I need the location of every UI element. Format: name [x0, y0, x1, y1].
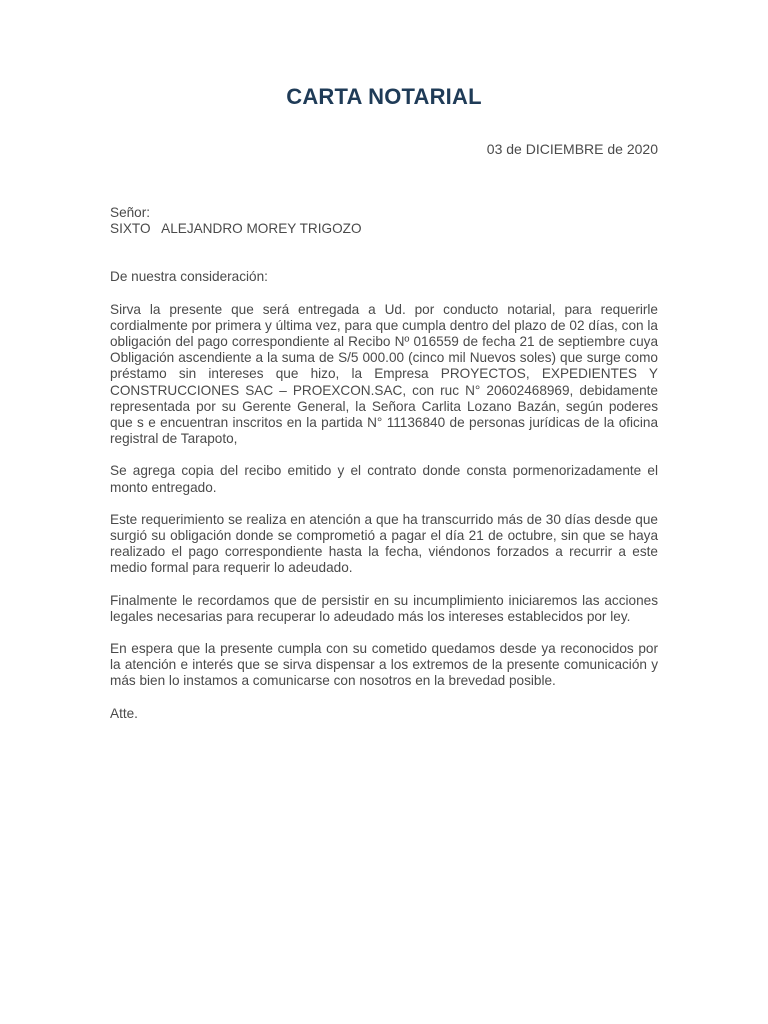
document-title: CARTA NOTARIAL [286, 84, 482, 109]
document-body [110, 205, 658, 722]
paragraph-request: Sirva la presente que será entregada a Ud. por conducto notarial, para requerirle cordialmente por primera y última vez, para que cumpla dentro del plazo de 02 días, con la obligación del pago correspondiente al Recibo Nº 016559 de fecha 21 de septiembre cuya Obligación ascendiente a la suma de S/5 000.00 (cinco mil Nuevos soles) que surge como préstamo sin intereses que hizo, la Empresa PROYECTOS, EXPEDIENTES Y CONSTRUCCIONES SAC – PROEXCON.SAC, con ruc N° 20602468969, debidamente representada por su Gerente General, la Señora Carlita Lozano Bazán, según poderes que s e encuentran inscritos en la partida N° 11136840 de personas jurídicas de la oficina registral de Tarapoto, [110, 301, 658, 447]
recipient-salutation: Señor: [110, 205, 151, 220]
recipient-block [110, 205, 658, 237]
closing-signoff: Atte. [110, 705, 138, 721]
paragraph-legal-warning: Finalmente le recordamos que de persistir en su incumplimiento iniciaremos las acciones legales necesarias para recuperar lo adeudado más los intereses establecidos por ley. [110, 592, 658, 624]
document-date: 03 de DICIEMBRE de 2020 [486, 141, 658, 157]
paragraph-attachment: Se agrega copia del recibo emitido y el contrato donde consta pormenorizadamente el monto entregado. [110, 463, 658, 495]
paragraph-closing-request: En espera que la presente cumpla con su cometido quedamos desde ya reconocidos por la atención e interés que se sirva dispensar a los extremos de la presente comunicación y más bien lo instamos a comunicarse con nosotros en la brevedad posible. [110, 641, 658, 689]
paragraph-overdue: Este requerimiento se realiza en atención a que ha transcurrido más de 30 días desde que surgió su obligación donde se comprometió a pagar el día 21 de octubre, sin que se haya realizado el pago correspondiente hasta la fecha, viéndonos forzados a recurrir a este medio formal para requerir lo adeudado. [110, 511, 658, 576]
recipient-name: SIXTO ALEJANDRO MOREY TRIGOZO [110, 221, 362, 237]
greeting: De nuestra consideración: [110, 269, 268, 285]
